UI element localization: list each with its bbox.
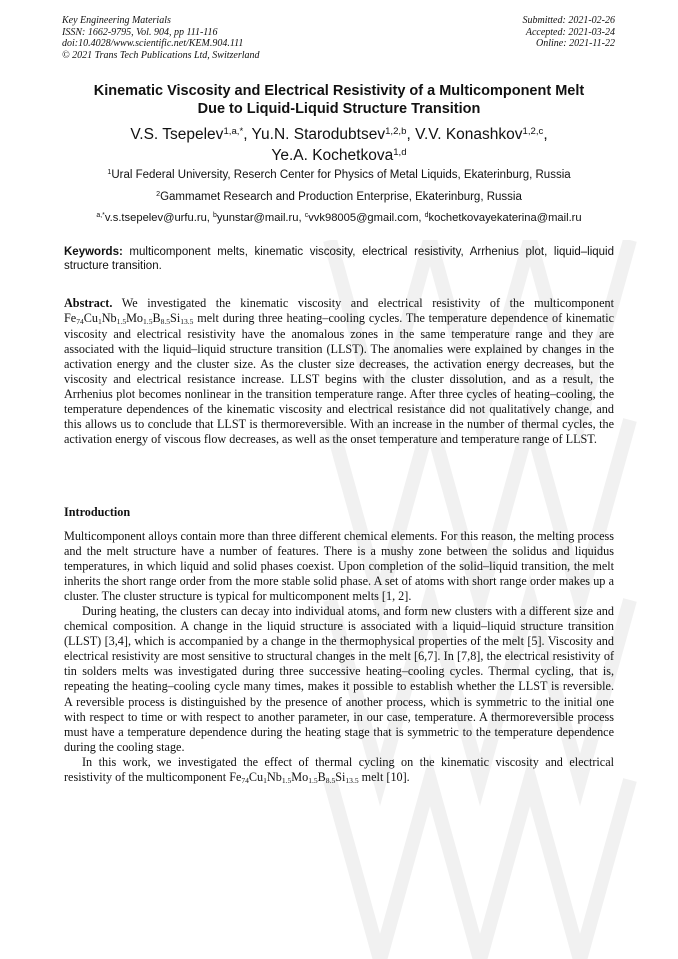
author-separator: , [243,126,252,143]
affiliation-number: 1 [107,168,112,177]
journal-name: Key Engineering Materials [62,15,171,26]
formula-index: 1.5 [281,775,292,785]
author-affiliation-mark: 1,2,c [522,125,544,137]
formula-element: Si [170,311,181,326]
email-mark: c [304,212,309,220]
introduction-body [64,529,614,786]
alloy-formula [229,770,358,784]
author-name: Yu.N. Starodubtsev [251,126,386,143]
affiliation-text: Gammamet Research and Production Enterprise, Ekaterinburg, Russia [160,191,522,203]
formula-element: Mo [126,311,144,326]
formula-element: Cu [248,769,264,784]
publication-dates [523,15,616,50]
author-separator: , [406,126,416,143]
title-line-2: Due to Liquid-Liquid Structure Transition [197,101,481,117]
intro-paragraph-3-end: melt [10]. [358,769,410,784]
formula-element: Si [335,769,346,784]
formula-element: Nb [266,769,282,784]
abstract-label: Abstract. [64,296,113,310]
author-name: V.S. Tsepelev [130,126,224,143]
abstract-paragraph [64,296,614,447]
email-link[interactable]: v.s.tsepelev@urfu.ru, [104,212,214,224]
author-affiliation-mark: 1,d [393,146,407,158]
intro-paragraph-3 [64,755,614,786]
affiliation-text: Ural Federal University, Reserch Center for Physics of Metal Liquids, Ekaterinburg, Russia [111,169,571,181]
email-link[interactable]: kochetkovayekaterina@mail.ru [428,212,582,224]
alloy-formula [64,311,193,325]
formula-element: Cu [83,311,98,326]
intro-paragraph-3-text: In this work, we investigated the effect of thermal cycling on the kinematic viscosity and electrical resistivity of the multicomponent [64,754,614,784]
intro-paragraph-1: Multicomponent alloys contain more than three different chemical elements. For this reason, the melting process and the melt structure have a number of features. There is a mushy zone between the solidus and liquidus temperatures, in which liquid and solid phases coexist. Upon completion of the solid–liquid transition, the melt inherits the short range order from the more stable solid phase. A set of atoms with short range order makes up a cluster. The cluster structure is typical for multicomponent melts [1, 2]. [64,529,614,604]
online-date: Online: 2021-11-22 [536,38,615,50]
formula-index: 74 [76,316,84,326]
abstract-intro: We investigated the kinematic viscosity and electrical resistivity of the multicomponent [112,296,614,310]
affiliation-number: 2 [156,190,161,199]
author-affiliation-mark: 1,2,b [385,125,407,137]
formula-index: 13.5 [180,316,194,326]
email-link[interactable]: vvk98005@gmail.com, [308,212,425,224]
paper-title [40,82,638,118]
formula-index: 1 [97,316,102,326]
submitted-date: Submitted: 2021-02-26 [522,15,615,26]
formula-index: 8.5 [160,316,171,326]
formula-index: 13.5 [345,775,359,785]
author-affiliation-mark: 1,a,* [223,125,244,137]
author-list [40,125,638,167]
title-line-1: Kinematic Viscosity and Electrical Resistivity of a Multicomponent Melt [93,83,585,99]
affiliation-1 [30,168,648,183]
email-mark: b [213,212,217,220]
section-heading-introduction: Introduction [64,505,131,519]
abstract-body: melt during three heating–cooling cycles. The temperature dependence of kinematic viscosity and electrical resistivity have the anomalous zones in the same temperature range and they are associated with the liquid–liquid structure transition (LLST). The anomalies were explained by changes in the activation energy and the cluster size. As the cluster size decreases, the activation energy decreases, but the viscosity and electrical resistance increase. LLST begins with the cluster dissolution, and as a result, the Arrhenius plot becomes nonlinear in the transition temperature range. After three cycles of heating–cooling, the temperature dependences of the kinematic viscosity and electrical resistance did not qualitatively change, and this allows us to conclude that LLST is thermoreversible. With an increase in the number of thermal cycles, the activation energy of viscous flow decreases, as well as the onset temperature and temperature range of LLST. [64,311,614,447]
formula-element: Fe [229,769,242,784]
author-emails [30,211,648,227]
keywords-label: Keywords: [64,246,123,258]
keywords-text: multicomponent melts, kinematic viscosity, electrical resistivity, Arrhenius plot, liquid–liquid structure transition. [64,246,614,272]
copyright-line: © 2021 Trans Tech Publications Ltd, Switzerland [62,49,260,61]
formula-element: B [152,311,161,326]
formula-element: Nb [101,311,117,326]
email-link[interactable]: yunstar@mail.ru, [216,212,305,224]
formula-index: 74 [241,775,249,785]
formula-element: B [317,769,326,784]
formula-element: Mo [291,769,309,784]
email-mark: a,* [96,212,105,220]
formula-element: Fe [64,311,77,326]
formula-index: 8.5 [325,775,336,785]
formula-index: 1.5 [308,775,318,785]
formula-index: 1.5 [116,316,127,326]
doi-link[interactable]: doi:10.4028/www.scientific.net/KEM.904.111 [62,38,244,50]
accepted-date: Accepted: 2021-03-24 [525,26,615,38]
author-name: V.V. Konashkov [415,126,523,143]
affiliation-2 [30,190,648,205]
keywords-paragraph [64,246,614,273]
author-name: Ye.A. Kochetkova [271,147,394,164]
email-mark: d [424,212,429,220]
intro-paragraph-2: During heating, the clusters can decay into individual atoms, and form new clusters with a different size and chemical composition. A change in the liquid structure is associated with a liquid–liquid structure transition (LLST) [3,4], which is accompanied by a change in the thermophysical properties of the melt [5]. Viscosity and electrical resistivity are most sensitive to structural changes in the melt [6,7]. In [7,8], the electrical resistivity of tin solders melts was investigated during three successive heating–cooling cycles. Thermal cycling, that is, repeating the heating–cooling cycle many times, makes it possible to establish whether the LLST is reversible. A reversible process is distinguished by the presence of another process, which is symmetric to the initial one with respect to time or with respect to another parameter, in our case, temperature. A thermoreversible process must have a temperature dependence during the heating stage that is symmetric to the temperature dependence during the cooling stage. [64,604,614,754]
journal-info [62,15,260,61]
formula-index: 1.5 [143,316,153,326]
issn-line: ISSN: 1662-9795, Vol. 904, pp 111-116 [62,26,218,38]
author-separator: , [543,126,548,143]
formula-index: 1 [263,775,267,785]
